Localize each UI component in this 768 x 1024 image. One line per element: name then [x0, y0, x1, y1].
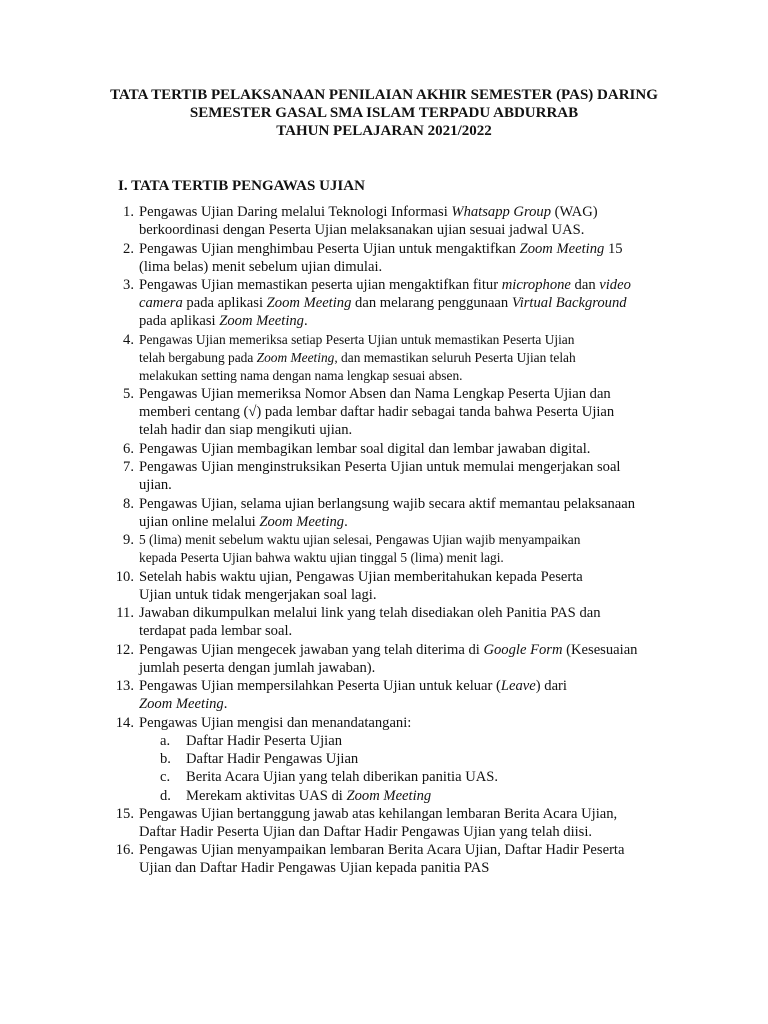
- rules-list: [0, 203, 768, 878]
- text-line: Jawaban dikumpulkan melalui link yang telah disediakan oleh Panitia PAS dan: [139, 605, 601, 621]
- italic-term: Leave: [500, 678, 536, 694]
- list-item-text: [139, 805, 699, 841]
- list-item-text: [139, 568, 699, 604]
- sub-list-item-letter: d.: [160, 787, 171, 804]
- list-item-text: [139, 714, 699, 732]
- italic-term: Zoom Meeting: [259, 513, 345, 530]
- title-line-1: TATA TERTIB PELAKSANAAN PENILAIAN AKHIR SEMESTER (PAS) DARING: [110, 87, 658, 103]
- italic-term: Google Form: [483, 641, 563, 658]
- text-line: pada aplikasi Zoom Meeting.: [139, 313, 308, 329]
- list-item-number: 12.: [115, 641, 134, 658]
- list-item: [0, 604, 768, 640]
- list-item-number: 7.: [123, 459, 134, 475]
- italic-term: Zoom Meeting: [256, 349, 335, 365]
- text-line: Pengawas Ujian menyampaikan lembaran Berita Acara Ujian, Daftar Hadir Peserta: [139, 842, 625, 859]
- text-line: Setelah habis waktu ujian, Pengawas Ujian memberitahukan kepada Peserta: [139, 568, 583, 585]
- italic-term: Zoom Meeting: [139, 696, 224, 712]
- italic-term: Whatsapp Group: [451, 204, 551, 220]
- text-line: memberi centang (√) pada lembar daftar hadir sebagai tanda bahwa Peserta Ujian: [139, 404, 615, 420]
- text-line: Pengawas Ujian membagikan lembar soal digital dan lembar jawaban digital.: [139, 440, 591, 457]
- text-line: Daftar Hadir Peserta Ujian dan Daftar Hadir Pengawas Ujian yang telah diisi.: [139, 823, 593, 840]
- text-line: 5 (lima) menit sebelum waktu ujian selesai, Pengawas Ujian wajib menyampaikan: [139, 532, 581, 547]
- list-item: [0, 240, 768, 276]
- text-line: Pengawas Ujian memeriksa setiap Peserta Ujian untuk memastikan Peserta Ujian: [139, 331, 575, 347]
- list-item-text: [139, 604, 699, 640]
- italic-term: Zoom Meeting: [519, 240, 605, 257]
- list-item-number: 5.: [123, 386, 134, 402]
- list-item: [0, 440, 768, 458]
- text-line: telah hadir dan siap mengikuti ujian.: [139, 422, 353, 438]
- italic-term: video: [599, 277, 631, 293]
- text-line: Pengawas Ujian memastikan peserta ujian mengaktifkan fitur microphone dan video: [139, 277, 631, 293]
- list-item-number: 13.: [115, 678, 134, 694]
- sub-list-item: [0, 750, 768, 768]
- italic-term: microphone: [501, 277, 571, 293]
- italic-term: Zoom Meeting: [346, 787, 432, 804]
- sub-list-item: [0, 787, 768, 805]
- list-item: [0, 677, 768, 713]
- text-line: Pengawas Ujian mengisi dan menandatangani:: [139, 714, 412, 731]
- sub-list-item-letter: b.: [160, 751, 171, 768]
- list-item-text: [139, 331, 699, 385]
- text-line: jumlah peserta dengan jumlah jawaban).: [139, 659, 376, 676]
- text-line: Pengawas Ujian mengecek jawaban yang telah diterima di Google Form (Kesesuaian: [139, 641, 638, 658]
- list-item-number: 2.: [123, 240, 134, 257]
- text-line: Pengawas Ujian memeriksa Nomor Absen dan Nama Lengkap Peserta Ujian dan: [139, 386, 611, 402]
- sub-list-item: [0, 768, 768, 786]
- list-item: [0, 805, 768, 841]
- list-item-text: [139, 203, 699, 239]
- text-line: ujian online melalui Zoom Meeting.: [139, 513, 348, 530]
- list-item: [0, 203, 768, 239]
- list-item-text: [139, 458, 699, 494]
- section-heading: I. TATA TERTIB PENGAWAS UJIAN: [118, 178, 365, 194]
- list-item-text: [139, 495, 699, 531]
- list-item-number: 10.: [115, 568, 134, 585]
- text-line: Pengawas Ujian menghimbau Peserta Ujian untuk mengaktifkan Zoom Meeting 15: [139, 240, 623, 257]
- list-item: [0, 458, 768, 494]
- text-line: Pengawas Ujian mempersilahkan Peserta Ujian untuk keluar (Leave) dari: [139, 678, 567, 694]
- text-line: Ujian dan Daftar Hadir Pengawas Ujian kepada panitia PAS: [139, 860, 490, 877]
- list-item-text: [139, 385, 699, 439]
- list-item-number: 9.: [123, 532, 134, 548]
- list-item-text: [139, 276, 699, 330]
- text-line: ujian.: [139, 477, 172, 493]
- text-line: (lima belas) menit sebelum ujian dimulai.: [139, 258, 383, 275]
- text-line: melakukan setting nama dengan nama lengkap sesuai absen.: [139, 367, 463, 383]
- document-title: [60, 86, 708, 140]
- list-item-number: 3.: [123, 277, 134, 293]
- sub-list-item: [0, 732, 768, 750]
- text-line: telah bergabung pada Zoom Meeting, dan memastikan seluruh Peserta Ujian telah: [139, 349, 576, 365]
- text-line: Pengawas Ujian Daring melalui Teknologi Informasi Whatsapp Group (WAG): [139, 204, 598, 220]
- sub-list-item-letter: a.: [160, 733, 171, 749]
- title-line-3: TAHUN PELAJARAN 2021/2022: [276, 123, 492, 139]
- list-item-text: [139, 440, 699, 458]
- list-item-number: 1.: [123, 204, 134, 220]
- italic-term: Virtual Background: [511, 295, 627, 311]
- list-item: [0, 641, 768, 677]
- sub-list-item-text: Merekam aktivitas UAS di Zoom Meeting: [186, 787, 432, 804]
- italic-term: Zoom Meeting: [219, 313, 304, 329]
- text-line: camera pada aplikasi Zoom Meeting dan melarang penggunaan Virtual Background: [139, 295, 627, 311]
- list-item-number: 14.: [115, 714, 134, 731]
- text-line: Ujian untuk tidak mengerjakan soal lagi.: [139, 586, 377, 603]
- list-item: [0, 385, 768, 439]
- sub-list-item-text: Daftar Hadir Peserta Ujian: [186, 733, 343, 749]
- list-item: [0, 276, 768, 330]
- list-item: [0, 495, 768, 531]
- text-line: kepada Peserta Ujian bahwa waktu ujian tinggal 5 (lima) menit lagi.: [139, 550, 504, 565]
- list-item-number: 6.: [123, 440, 134, 457]
- list-item: [0, 568, 768, 604]
- sub-list-item-text: Berita Acara Ujian yang telah diberikan panitia UAS.: [186, 769, 499, 786]
- text-line: Pengawas Ujian menginstruksikan Peserta Ujian untuk memulai mengerjakan soal: [139, 459, 621, 475]
- list-item-number: 4.: [123, 331, 134, 348]
- list-item: [0, 331, 768, 385]
- list-item-text: [139, 677, 699, 713]
- text-line: Pengawas Ujian bertanggung jawab atas kehilangan lembaran Berita Acara Ujian,: [139, 805, 618, 822]
- sub-list-item-text: Daftar Hadir Pengawas Ujian: [186, 751, 359, 768]
- list-item-number: 16.: [115, 842, 134, 859]
- text-line: Zoom Meeting.: [139, 696, 228, 712]
- text-line: terdapat pada lembar soal.: [139, 623, 293, 639]
- italic-term: camera: [139, 295, 183, 311]
- sub-list-item-letter: c.: [160, 769, 171, 786]
- list-item: [0, 841, 768, 877]
- list-item-text: [139, 641, 699, 677]
- italic-term: Zoom Meeting: [266, 295, 352, 311]
- list-item-number: 15.: [115, 805, 134, 822]
- list-item-text: [139, 841, 699, 877]
- list-item-number: 8.: [123, 495, 134, 512]
- title-line-2: SEMESTER GASAL SMA ISLAM TERPADU ABDURRAB: [189, 105, 579, 121]
- list-item-text: [139, 240, 699, 276]
- list-item: [0, 714, 768, 732]
- text-line: Pengawas Ujian, selama ujian berlangsung wajib secara aktif memantau pelaksanaan: [139, 495, 636, 512]
- list-item: [0, 531, 768, 567]
- list-item-number: 11.: [116, 605, 134, 621]
- text-line: berkoordinasi dengan Peserta Ujian melaksanakan ujian sesuai jadwal UAS.: [139, 222, 585, 238]
- list-item-text: [139, 531, 699, 567]
